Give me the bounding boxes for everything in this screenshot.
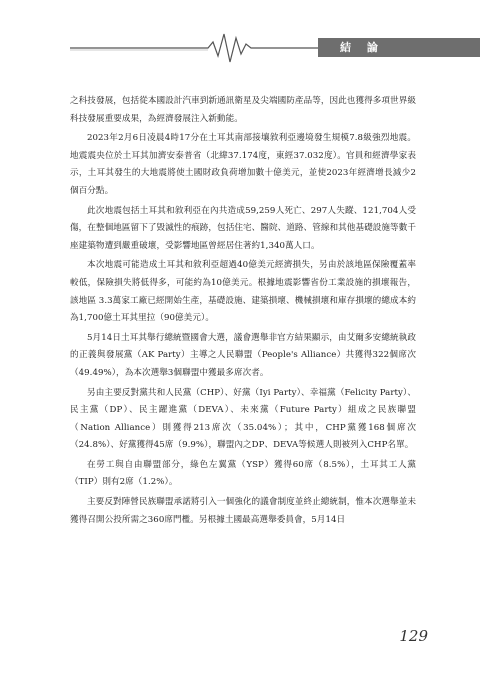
paragraph: 之科技發展，包括從本國設計汽車到新通訊衛星及尖端國防產品等，因此也獲得多項世界級科技發展重要成果，為經濟發展注入新動能。 [70, 96, 416, 124]
paragraph: 5月14日土耳其舉行總統暨國會大選，議會選舉非官方結果顯示，由艾爾多安總統執政的正義與發展黨（AK Party）主導之人民聯盟（People's Alliance）共獲得322個席次（49.49%），為本次選舉3個聯盟中獲最多席次者。 [70, 332, 416, 378]
paragraph: 主要反對陣營民族聯盟承諾將引入一個強化的議會制度並終止總統制，惟本次選舉並未獲得召開公投所需之360席門檻。另根據土國最高選舉委員會，5月14日 [70, 497, 416, 525]
paragraph: 在勞工與自由聯盟部分，綠色左翼黨（YSP）獲得60席（8.5%），土耳其工人黨（TIP）則有2席（1.2%）。 [70, 459, 416, 488]
paragraph: 2023年2月6日凌晨4時17分在土耳其南部接壤敘利亞邊境發生規模7.8級強烈地震。地震震央位於土耳其加濟安泰普省（北緯37.174度，東經37.032度）。官員和經濟學家表示，土耳其發生的大地震將使土國財政負荷增加數十億美元，並使2023年經濟增長減少2個百分點。 [70, 133, 416, 196]
paragraph: 此次地震包括土耳其和敘利亞在內共造成59,259人死亡、297人失蹤、121,704人受傷，在整個地區留下了毀滅性的痕跡，包括住宅、醫院、道路、管線和其他基礎設施等數千座建築物遭到嚴重破壞，受影響地區曾經居住著約1,340萬人口。 [70, 205, 416, 251]
paragraph: 本次地震可能造成土耳其和敘利亞超過40億美元經濟損失，另由於該地區保險覆蓋率較低，保險損失將低得多，可能約為10億美元。根據地震影響省份工業設施的損壞報告，該地區 3.3萬家工廠已經開始生產，基礎設施、建築損壞、機械損壞和庫存損壞的總成本約為1,700億土耳其里拉（90億美元）。 [70, 260, 416, 324]
section-title: 結 論 [340, 41, 384, 54]
page-number: 129 [399, 627, 428, 645]
paragraph: 另由主要反對黨共和人民黨（CHP）、好黨（Iyi Party）、幸福黨（Felicity Party）、民主黨（DP）、民主躍進黨（DEVA）、未來黨（Future Party）組成之民族聯盟（Nation Alliance）則獲得213席次（35.04%）；其中，CHP黨獲168個席次（24.8%）、好黨獲得45席（9.9%），聯盟內之DP、DEVA等候選人則被列入CHP名單。 [70, 387, 416, 451]
body-text [70, 93, 416, 531]
